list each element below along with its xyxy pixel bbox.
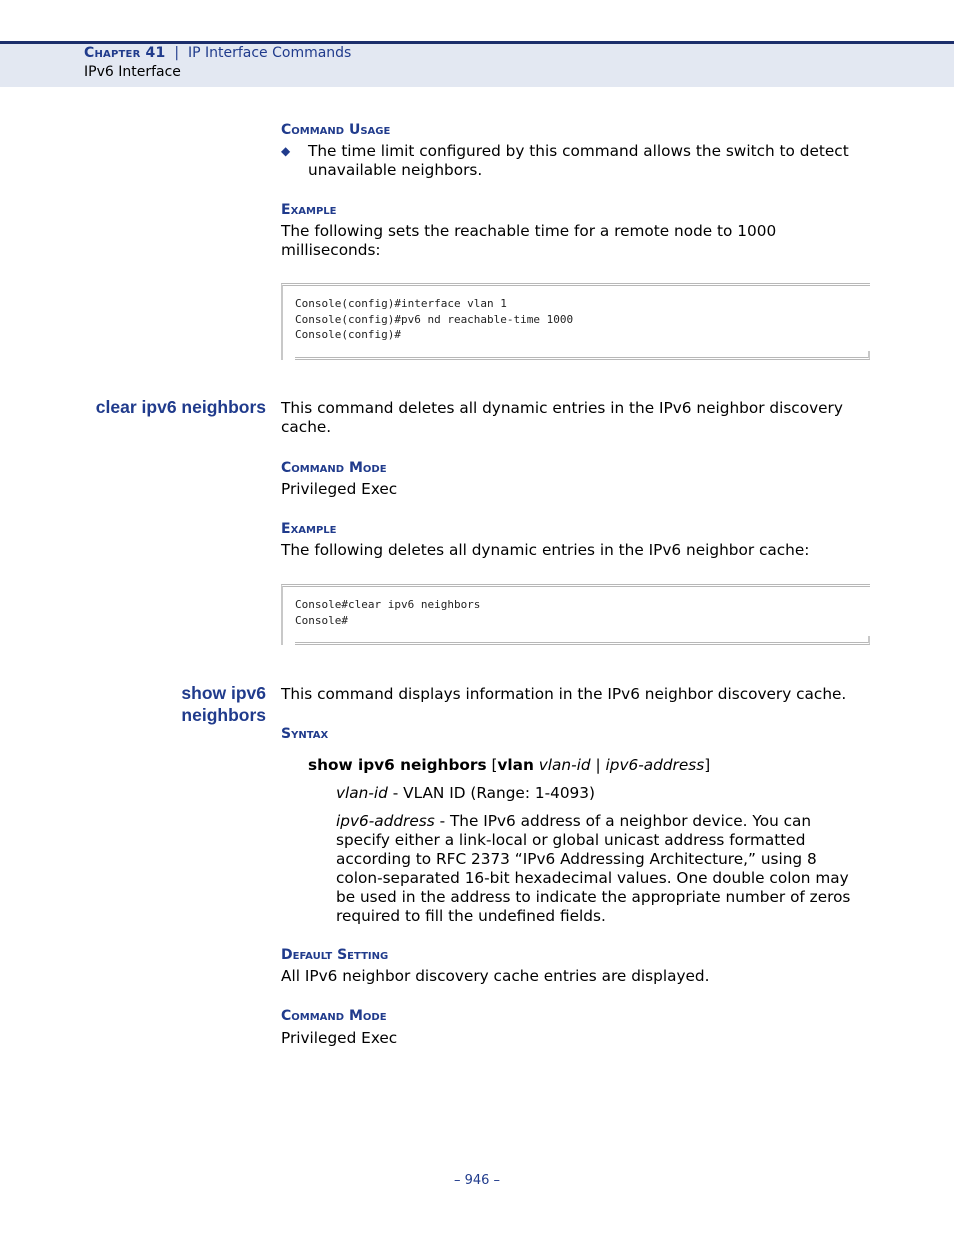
command-mode-heading: Command Mode <box>281 1008 387 1024</box>
default-setting-heading: Default Setting <box>281 947 389 963</box>
param-name: vlan-id <box>336 784 388 802</box>
code-example: Console#clear ipv6 neighbors Console# <box>295 598 481 627</box>
example-heading: Example <box>281 202 337 218</box>
example-text: The following deletes all dynamic entries in the IPv6 neighbor cache: <box>281 541 810 559</box>
command-title-show <box>181 682 266 726</box>
header-separator: | <box>174 45 180 61</box>
param-ipv6-address <box>336 812 868 926</box>
page-number: – 946 – <box>453 1173 501 1188</box>
syntax-close-bracket: ] <box>704 756 711 774</box>
usage-bullet-text: The time limit configured by this command allows the switch to detect unavailable neighbors. <box>308 142 849 179</box>
command-title-clear: clear ipv6 neighbors <box>95 397 266 417</box>
param-text: - The IPv6 address of a neighbor device. You can specify either a link-local or global unicast address formatted according to RFC 2373 “IPv6 Addressing Architecture,” using 8 colon-separated 16-bit hexadecimal values. One double colon may be used in the address to indicate the appropriate number of zeros required to fill the undefined fields. <box>336 812 851 925</box>
syntax-heading: Syntax <box>281 726 329 742</box>
param-name: ipv6-address <box>336 812 435 830</box>
command-mode-value: Privileged Exec <box>281 1029 398 1047</box>
syntax-arg-vlan-id: vlan-id <box>538 756 591 774</box>
param-text: - VLAN ID (Range: 1-4093) <box>387 784 595 802</box>
syntax-line <box>308 756 710 775</box>
command-title-line2: neighbors <box>181 705 266 725</box>
section-title: IPv6 Interface <box>84 64 181 80</box>
syntax-command: show ipv6 neighbors <box>308 756 487 774</box>
code-example-box <box>281 584 870 645</box>
example-heading: Example <box>281 521 337 537</box>
clear-description: This command deletes all dynamic entries in the IPv6 neighbor discovery cache. <box>281 399 843 436</box>
running-header <box>84 45 351 61</box>
code-box-bottom-rule <box>295 636 870 645</box>
syntax-open-bracket: [ <box>491 756 498 774</box>
syntax-keyword: vlan <box>497 756 534 774</box>
code-example: Console(config)#interface vlan 1 Console(config)#pv6 nd reachable-time 1000 Console(config)# <box>295 297 574 341</box>
command-mode-value: Privileged Exec <box>281 480 398 498</box>
example-text: The following sets the reachable time for a remote node to 1000 milliseconds: <box>281 222 777 259</box>
param-vlan-id <box>336 784 866 803</box>
show-description: This command displays information in the IPv6 neighbor discovery cache. <box>281 685 847 703</box>
command-mode-heading: Command Mode <box>281 460 387 476</box>
chapter-label: Chapter 41 <box>84 45 166 61</box>
usage-bullet <box>281 142 871 180</box>
default-setting-value: All IPv6 neighbor discovery cache entries are displayed. <box>281 967 710 985</box>
syntax-pipe: | <box>595 756 601 774</box>
syntax-arg-ipv6-address: ipv6-address <box>605 756 705 774</box>
code-example-box <box>281 283 870 360</box>
command-usage-heading: Command Usage <box>281 122 391 138</box>
diamond-bullet-icon: ◆ <box>281 144 291 158</box>
chapter-title: IP Interface Commands <box>187 45 352 61</box>
code-box-bottom-rule <box>295 351 870 360</box>
command-title-line1: show ipv6 <box>181 683 266 703</box>
